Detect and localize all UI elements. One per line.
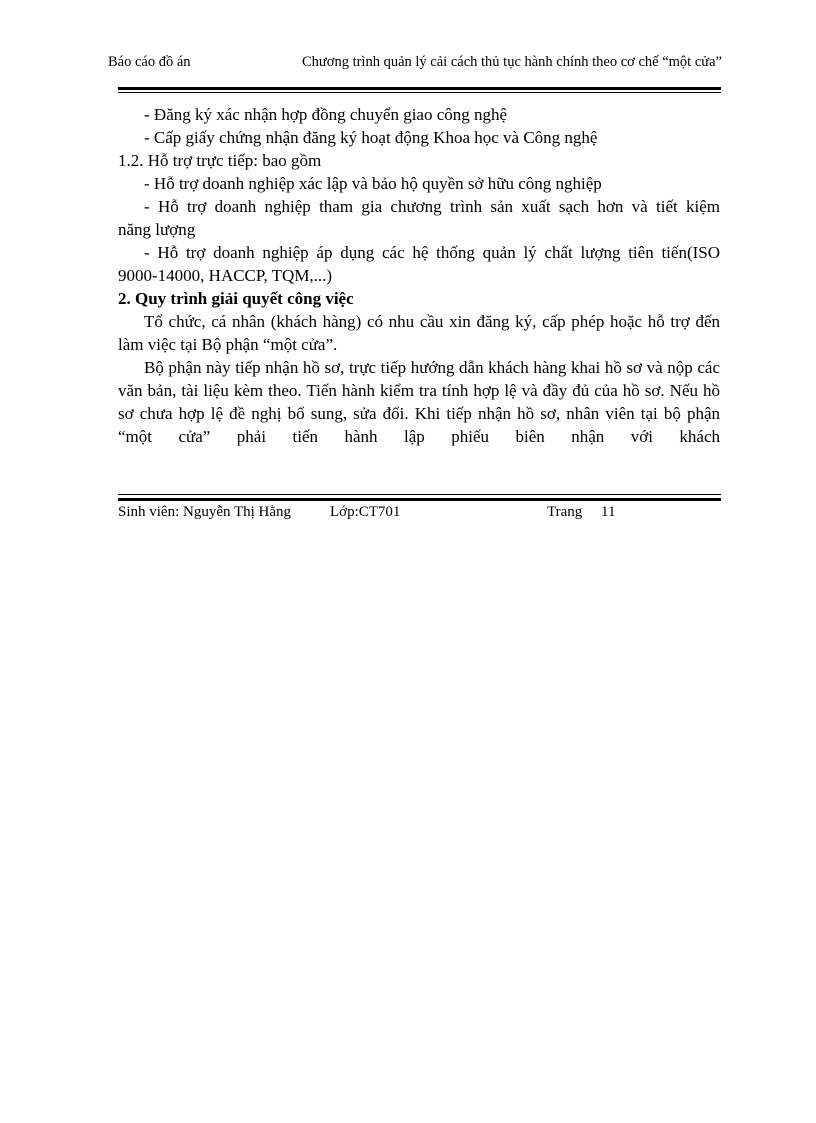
list-item-continuation: 9000-14000, HACCP, TQM,...) — [118, 266, 333, 285]
list-item: - Hỗ trợ doanh nghiệp xác lập và bảo hộ quyền sở hữu công nghiệp — [144, 174, 602, 193]
list-item: - Cấp giấy chứng nhận đăng ký hoạt động Khoa học và Công nghệ — [144, 128, 598, 147]
header-rule-thin — [118, 92, 721, 93]
header-left-title: Báo cáo đồ án — [108, 54, 191, 70]
page-header — [108, 54, 720, 74]
footer-class: Lớp:CT701 — [330, 504, 401, 520]
document-body — [118, 103, 720, 448]
paragraph: Bộ phận này tiếp nhận hồ sơ, trực tiếp hướng dẫn khách hàng khai hồ sơ và nộp các văn bản, tài liệu kèm theo. Tiến hành kiểm tra tính hợp lệ và đầy đủ của hồ sơ. Nếu hồ sơ chưa hợp lệ đề nghị bổ sung, sửa đổi. Khi tiếp nhận hồ sơ, nhân viên tại bộ phận “một cửa” phải tiến hành lập phiếu biên nhận với khách — [118, 358, 720, 446]
list-item: - Hỗ trợ doanh nghiệp tham gia chương trình sản xuất sạch hơn và tiết kiệm — [144, 197, 720, 216]
list-item: - Đăng ký xác nhận hợp đồng chuyển giao công nghệ — [144, 105, 508, 124]
page-footer — [118, 504, 720, 526]
footer-rule-thick — [118, 498, 721, 501]
footer-page-number: 11 — [601, 504, 616, 520]
footer-page-label: Trang — [547, 504, 583, 520]
list-item: - Hỗ trợ doanh nghiệp áp dụng các hệ thống quản lý chất lượng tiên tiến(ISO — [144, 243, 720, 262]
list-item-continuation: năng lượng — [118, 220, 196, 239]
footer-rule-thin — [118, 494, 721, 495]
header-right-title: Chương trình quản lý cải cách thủ tục hành chính theo cơ chế “một cửa” — [302, 54, 722, 70]
footer-student: Sinh viên: Nguyễn Thị Hằng — [118, 504, 292, 520]
header-rule-thick — [118, 87, 721, 90]
section-heading-1-2: 1.2. Hỗ trợ trực tiếp: bao gồm — [118, 151, 322, 170]
section-heading-2: 2. Quy trình giải quyết công việc — [118, 289, 354, 308]
paragraph: Tổ chức, cá nhân (khách hàng) có nhu cầu xin đăng ký, cấp phép hoặc hỗ trợ đến làm việc tại Bộ phận “một cửa”. — [118, 312, 720, 354]
